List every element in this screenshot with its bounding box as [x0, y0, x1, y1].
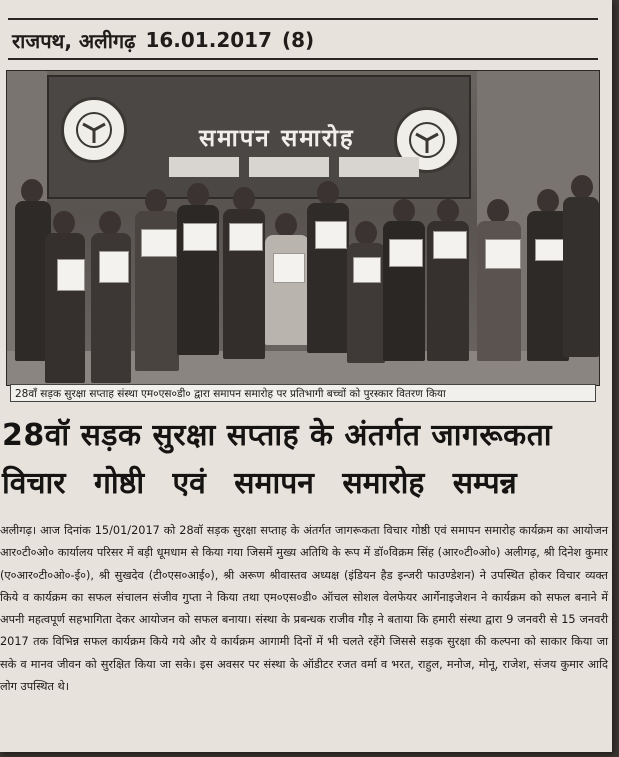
masthead: [12, 24, 314, 56]
photo-caption: 28वाँ सड़क सुरक्षा सप्ताह संस्था एम०एस०डी० द्वारा समापन समारोह पर प्रतिभागी बच्चों को पुरस्कार वितरण किया: [10, 384, 596, 402]
masthead-rule: [8, 58, 598, 60]
event-photo: [6, 70, 600, 386]
headline-line-1: 28वॉ सड़क सुरक्षा सप्ताह के अंतर्गत जागरूकता: [2, 418, 553, 453]
publication-name: राजपथ, अलीगढ़: [12, 28, 136, 53]
page-number: (8): [281, 28, 315, 52]
stage-banner: [47, 75, 471, 199]
banner-title: समापन समारोह: [199, 124, 355, 152]
name-card: [169, 157, 239, 177]
article-paragraph: अलीगढ़। आज दिनांक 15/01/2017 को 28वॉ सड़क सुरक्षा सप्ताह के अंतर्गत जागरूकता विचार गोष्ठी एवं समापन समारोह कार्यक्रम का आयोजन आर०टी०ओ० कार्यालय परिसर में बड़ी धूमधाम से किया गया जिसमें मुख्य अतिथि के रूप में डॉ०विक्रम सिंह (आर०टी०ओ०) अलीगढ़, श्री दिनेश कुमार (ए०आर०टी०ओ०-ई०), श्री सुखदेव (टी०एस०आई०), श्री अरूण श्रीवास्तव अध्यक्ष (इंडियन हैड इन्जरी फाउण्डेशन) ने उपस्थित होकर विचार व्यक्त किये व कार्यक्रम का सफल संचालन संजीव गुप्ता ने किया तथा एम०एस०डी० ऑचल सोशल वेलफेयर आर्गेनाइजेशन ने कार्यक्रम को सफल बनाने में अपनी महत्वपूर्ण सहभागिता देकर आयोजन को सफल बनाया। संस्था के प्रबन्धक राजीव गौड़ ने बताया कि हमारी संस्था द्वारा 9 जनवरी से 15 जनवरी 2017 तक विभिन्न सफल कार्यक्रम किये गये और ये कार्यक्रम आगामी दिनों में भी चलते रहेंगे जिससे सड़क सुरक्षा की कल्पना को साकार किया जा सके व मानव जीवन को सुरक्षित किया जा सके। इस अवसर पर संस्था के ऑडीटर रजत वर्मा व भरत, राहुल, मनोज, मोनू, राजेश, संजय कुमार आदि लोग उपस्थित थे।: [0, 524, 608, 694]
name-card: [249, 157, 329, 177]
headline-line-2: विचार गोष्ठी एवं समापन समारोह सम्पन्न: [2, 466, 517, 501]
top-rule: [8, 18, 598, 20]
publication-date: 16.01.2017: [145, 28, 272, 52]
article-body: [0, 520, 608, 698]
logo-left-icon: [61, 97, 127, 163]
name-card: [339, 157, 419, 177]
